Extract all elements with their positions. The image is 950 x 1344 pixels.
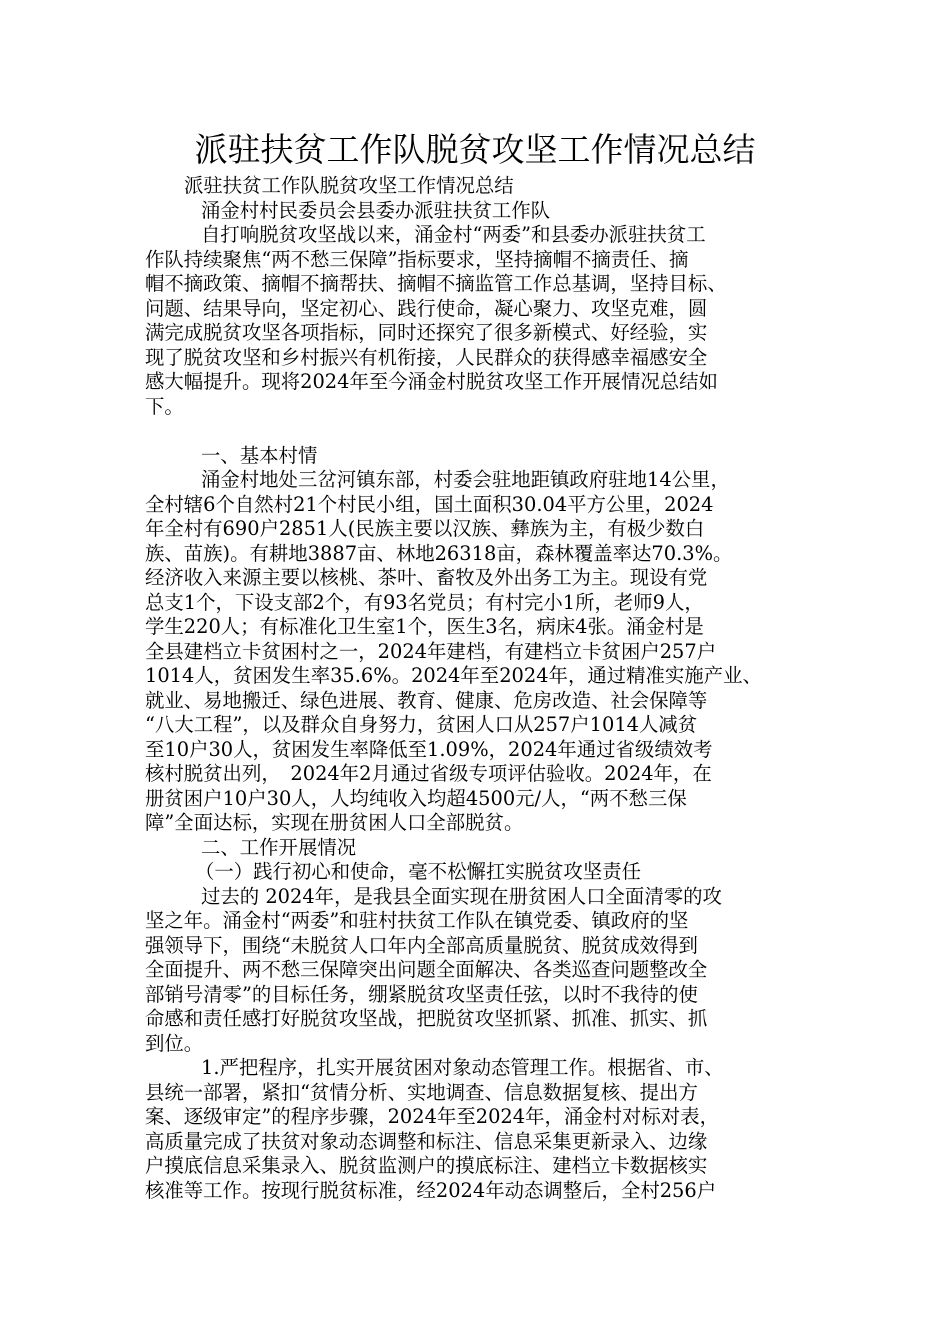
item-1-paragraph: 1.严把程序，扎实开展贫困对象动态管理工作。根据省、市、 县统一部署，紧扣“贫情分析、实地调查、信息数据复核、提出方 案、逐级审定”的程序步骤，2024年至2024年，涌金村对标对表， 高质量完成了扶贫对象动态调整和标注、信息采集更新录入、边缘 户摸底信息采集录入、脱贫监测户的摸底标注、建档立卡数据核实 核准等工作。按现行脱贫标准，经2024年动态调整后，全村256户 (145, 1056, 724, 1202)
author-line: 涌金村村民委员会县委办派驻扶贫工作队 (201, 198, 551, 222)
blank-line (145, 419, 810, 444)
section1-paragraph: 涌金村地处三岔河镇东部，村委会驻地距镇政府驻地14公里， 全村辖6个自然村21个村民小组，国土面积30.04平方公里，2024 年全村有690户2851人(民族主要以汉族、彝族为主，有极少数白 族、苗族)。有耕地3887亩、林地26318亩，森林覆盖率达70.3%。 经济收入来源主要以核桃、茶叶、畜牧及外出务工为主。现设有党 总支1个，下设支部2个，有93名党员；有村完小1所，老师9人， 学生220人；有标准化卫生室1个，医生3名，病床4张。涌金村是 全县建档立卡贫困村之一，2024年建档，有建档立卡贫困户257户 1014人，贫困发生率35.6%。2024年至2024年，通过精准实施产业、 就业、易地搬迁、绿色进展、教育、健康、危房改造、社会保障等 “八大工程”，以及群众自身努力，贫困人口从257户1014人减贫 至10户30人，贫困发生率降低至1.09%，2024年通过省级绩效考 核村脱贫出列， 2024年2月通过省级专项评估验收。2024年，在 册贫困户10户30人，人均纯收入均超4500元/人，“两不愁三保 障”全面达标，实现在册贫困人口全部脱贫。 (145, 468, 762, 834)
document-body (145, 174, 810, 1203)
section2-sub1-paragraph: 过去的 2024年，是我县全面实现在册贫困人口全面清零的攻 坚之年。涌金村“两委”和驻村扶贫工作队在镇党委、镇政府的坚 强领导下，围绕“未脱贫人口年内全部高质量脱贫、脱贫成效得到 全面提升、两不愁三保障突出问题全面解决、各类巡查问题整改全 部销号清零”的目标任务，绷紧脱贫攻坚责任弦，以时不我待的使 命感和责任感打好脱贫攻坚战，把脱贫攻坚抓紧、抓准、抓实、抓 到位。 (145, 884, 722, 1055)
document-title: 派驻扶贫工作队脱贫攻坚工作情况总结 (194, 130, 756, 169)
section1-heading: 一、基本村情 (201, 443, 318, 467)
intro-paragraph: 自打响脱贫攻坚战以来，涌金村“两委”和县委办派驻扶贫工 作队持续聚焦“两不愁三保障”指标要求，坚持摘帽不摘责任、摘 帽不摘政策、摘帽不摘帮扶、摘帽不摘监管工作总基调，坚持目标、 问题、结果导向，坚定初心、践行使命，凝心聚力、攻坚克难，圆 满完成脱贫攻坚各项指标，同时还探究了很多新模式、好经验，实 现了脱贫攻坚和乡村振兴有机衔接，人民群众的获得感幸福感安全 感大幅提升。现将2024年至今涌金村脱贫攻坚工作开展情况总结如 下。 (145, 223, 727, 418)
section2-subheading-1: （一）践行初心和使命，毫不松懈扛实脱贫攻坚责任 (195, 860, 641, 883)
section2-heading: 二、工作开展情况 (201, 835, 357, 859)
document-subtitle: 派驻扶贫工作队脱贫攻坚工作情况总结 (184, 174, 514, 197)
